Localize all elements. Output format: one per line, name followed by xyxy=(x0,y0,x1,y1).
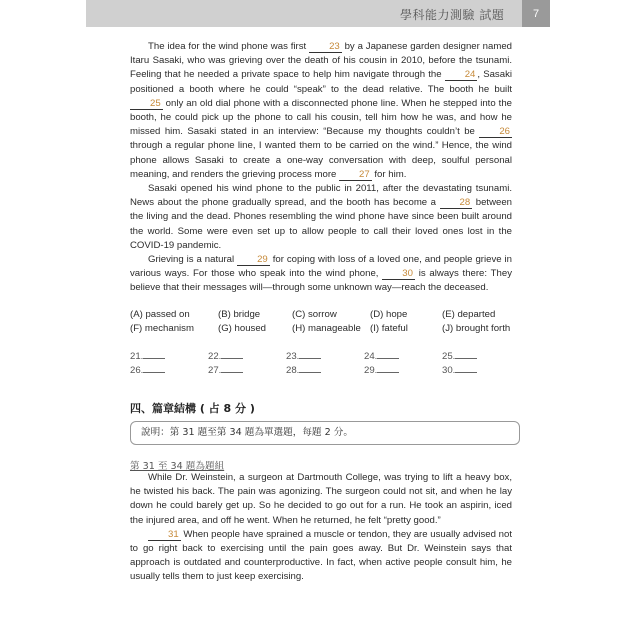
passage-text: through a regular phone line, I wanted them to be carried on the wind.” Hence, the wind phone allows Sasaki to create a one-way conversation with deep, soulful personal meaning, and renders the grieving process more xyxy=(130,140,512,180)
passage-text: The idea for the wind phone was first xyxy=(148,41,310,52)
blank-28: 28 xyxy=(440,197,473,209)
cloze-paragraph xyxy=(130,40,512,182)
answer-number: 30. xyxy=(442,365,456,376)
answer-slot xyxy=(208,350,286,364)
answer-number: 22. xyxy=(208,351,222,362)
answer-number: 24. xyxy=(364,351,378,362)
answer-line xyxy=(377,372,399,373)
passage-text: is always there: They believe that their messages will—through some unknown way—reach the deceased. xyxy=(130,268,513,294)
answer-number: 27. xyxy=(208,365,222,376)
answer-number: 23. xyxy=(286,351,300,362)
option-item: (C) sorrow xyxy=(292,309,337,320)
passage-text: for him. xyxy=(371,168,407,180)
answer-line xyxy=(299,358,321,359)
option-item: (I) fateful xyxy=(370,323,408,334)
structure-passage xyxy=(130,471,512,585)
answer-line xyxy=(377,358,399,359)
answer-number: 28. xyxy=(286,365,300,376)
cloze-paragraph xyxy=(130,182,512,253)
passage-text: , Sasaki positioned a booth where he could “speak” to the dead relative. The booth he built xyxy=(130,69,512,95)
option-item: (F) mechanism xyxy=(130,323,194,334)
answer-slot xyxy=(130,364,208,378)
option-item: (A) passed on xyxy=(130,309,190,320)
instruction-box: 說明：第 31 題至第 34 題為單選題，每題 2 分。 xyxy=(130,421,520,445)
answer-slot xyxy=(208,364,286,378)
option-row xyxy=(130,322,530,336)
passage-text: While Dr. Weinstein, a surgeon at Dartmouth College, was trying to lift a heavy box, he twisted his back. The pain was agonizing. The surgeon could not sit, and when he lay down he could barely get up. So he decided to go out for a run. He took an aspirin, iced the injured area, and off he went. When he returned, he felt “pretty good.” xyxy=(130,472,512,526)
option-item: (G) housed xyxy=(218,323,266,334)
option-item: (H) manageable xyxy=(292,323,361,334)
answer-line xyxy=(221,358,243,359)
cloze-paragraph xyxy=(130,253,512,296)
answer-slot xyxy=(286,364,364,378)
blank-25: 25 xyxy=(130,98,163,110)
structure-paragraph xyxy=(130,528,512,585)
structure-paragraph xyxy=(130,471,512,528)
passage-text: Grieving is a natural xyxy=(148,254,238,266)
option-item: (E) departed xyxy=(442,309,496,320)
answer-slot xyxy=(442,364,520,378)
passage-text: only an old dial phone with a disconnected phone line. When he stepped into the booth, he could pick up the phone to call his cousin, tell him how he was, and how he missed him. Sasaki stated in an interview: “Because my thoughts couldn’t be xyxy=(130,97,512,138)
option-row xyxy=(130,308,530,322)
answer-slot xyxy=(130,350,208,364)
answer-line xyxy=(221,372,243,373)
blank-31: 31 xyxy=(148,529,181,541)
blank-30: 30 xyxy=(382,268,415,280)
option-item: (J) brought forth xyxy=(442,323,511,334)
answer-number: 26. xyxy=(130,365,144,376)
option-item: (D) hope xyxy=(370,309,408,320)
answer-number: 21. xyxy=(130,351,144,362)
group-label: 第 31 至 34 題為題組 xyxy=(130,461,225,472)
option-item: (B) bridge xyxy=(218,309,261,320)
header-title: 學科能力測驗 試題 xyxy=(400,8,505,22)
blank-27: 27 xyxy=(339,169,372,181)
answer-slot xyxy=(286,350,364,364)
answer-line xyxy=(455,358,477,359)
answer-row xyxy=(130,364,530,378)
answer-slot xyxy=(364,364,442,378)
answer-line xyxy=(143,372,165,373)
section-title: 四、篇章結構 ( 占 8 分 ) xyxy=(130,402,255,415)
page-number: 7 xyxy=(522,0,550,27)
passage-text: When people have sprained a muscle or tendon, they are usually advised not to go right back to exercising until the pain goes away. But Dr. Weinstein says that approach is outdated and counterproductive. In fact, when active people consult him, he usually tells them to just keep exercising. xyxy=(130,528,512,583)
answer-slot xyxy=(364,350,442,364)
blank-29: 29 xyxy=(237,254,270,266)
blank-23: 23 xyxy=(309,41,342,53)
cloze-passage xyxy=(130,40,512,296)
answer-number: 29. xyxy=(364,365,378,376)
answer-slots xyxy=(130,350,530,378)
passage-text: by a Japanese garden designer named Itaru Sasaki, who was grieving over the death of his cousin in 2010, before the tsunami. Feeling that he needed a private space to help him navigate through the xyxy=(130,41,513,81)
passage-text: between the living and the dead. Phones resembling the wind phone have since been built around the world. Some were even set up to allow people to call their loved ones lost in the COVID-19 pandemic. xyxy=(130,197,512,251)
answer-line xyxy=(455,372,477,373)
answer-row xyxy=(130,350,530,364)
answer-number: 25. xyxy=(442,351,456,362)
passage-text: for coping with loss of a loved one, and people grieve in various ways. For those who speak into the wind phone, xyxy=(130,254,513,280)
blank-24: 24 xyxy=(445,69,478,81)
passage-text: Sasaki opened his wind phone to the public in 2011, after the devastating tsunami. News about the phone gradually spread, and the booth has become a xyxy=(130,183,512,209)
answer-line xyxy=(299,372,321,373)
answer-slot xyxy=(442,350,520,364)
answer-line xyxy=(143,358,165,359)
blank-26: 26 xyxy=(479,126,512,138)
option-list xyxy=(130,308,530,336)
